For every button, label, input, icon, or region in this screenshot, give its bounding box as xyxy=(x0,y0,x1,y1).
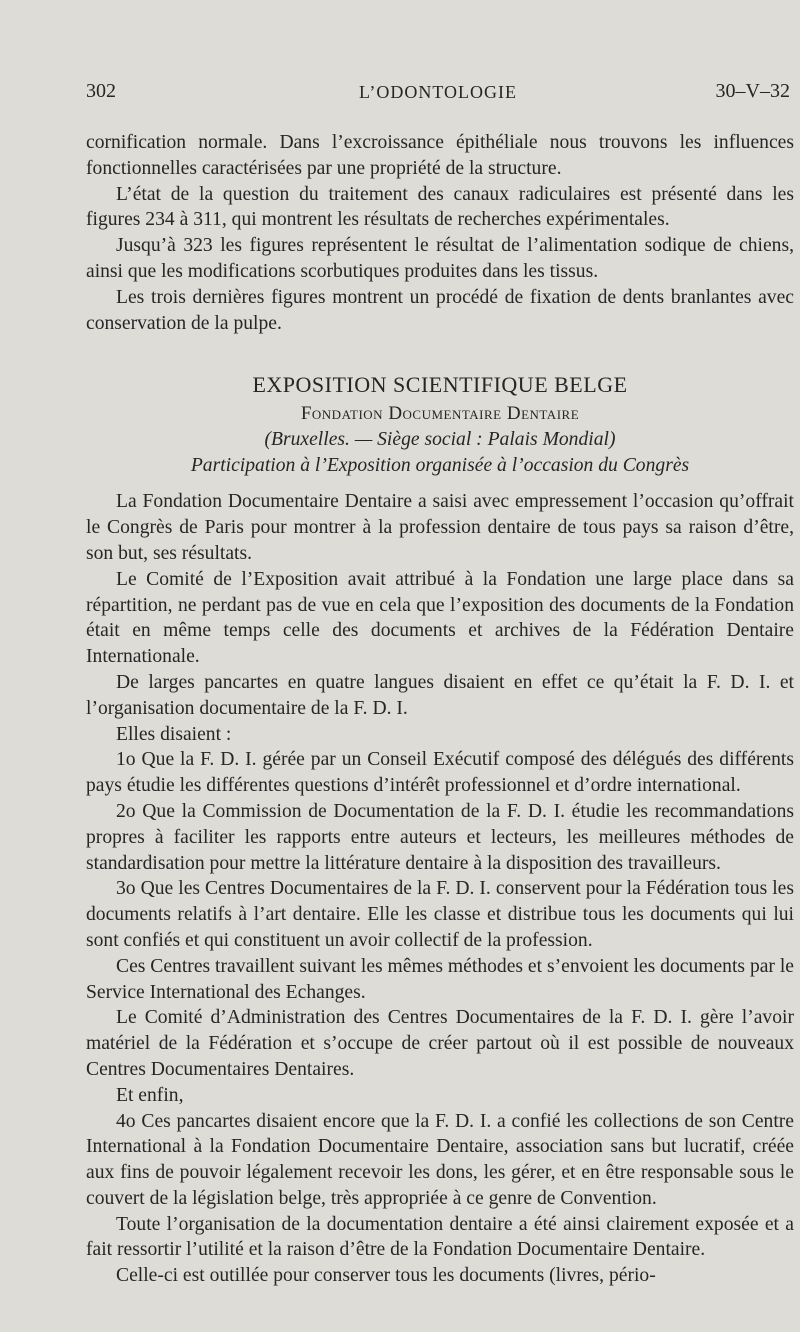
paragraph: L’état de la question du traitement des canaux radiculaires est présenté dans les figures 234 à 311, qui montrent les résultats de recherches expérimentales. xyxy=(86,183,794,231)
paragraph: 4o Ces pancartes disaient encore que la F. D. I. a confié les collections de son Centre International à la Fondation Documentaire Dentaire, association sans but lucratif, créée aux fins de pouvoir légalement recevoir les dons, les gérer, et en être responsable sous le couvert de la législation belge, très appropriée à ce genre de Convention. xyxy=(86,1110,794,1209)
section-location: (Bruxelles. — Siège social : Palais Mondial) xyxy=(264,429,616,451)
section-subtitle: Fondation Documentaire Dentaire xyxy=(300,403,580,425)
page-number: 302 xyxy=(86,80,116,102)
paragraph: Elles disaient : xyxy=(116,723,232,745)
section-heading xyxy=(86,371,794,479)
paragraph: Celle-ci est outillée pour conserver tous les documents (livres, pério- xyxy=(116,1265,656,1287)
paragraph: cornification normale. Dans l’excroissance épithéliale nous trouvons les influences fonctionnelles caractérisées par une propriété de la structure. xyxy=(86,132,794,179)
paragraph: 1o Que la F. D. I. gérée par un Conseil Exécutif composé des délégués des différents pays étudie les différentes questions d’intérêt professionnel et d’ordre international. xyxy=(86,749,794,797)
paragraph: Toute l’organisation de la documentation dentaire a été ainsi clairement exposée et a fait ressortir l’utilité et la raison d’être de la Fondation Documentaire Dentaire. xyxy=(86,1213,794,1261)
section-participation: Participation à l’Exposition organisée à l’occasion du Congrès xyxy=(190,455,690,477)
issue-date: 30–V–32 xyxy=(715,80,790,102)
paragraph: La Fondation Documentaire Dentaire a saisi avec empressement l’occasion qu’offrait le Congrès de Paris pour montrer à la profession dentaire de tous pays sa raison d’être, son but, ses résultats. xyxy=(86,491,794,564)
paragraph: 3o Que les Centres Documentaires de la F. D. I. conservent pour la Fédération tous les documents relatifs à l’art dentaire. Elle les classe et distribue tous les documents qui lui sont confiés et qui constituent un avoir collectif de la profession. xyxy=(86,878,794,951)
paragraph: Et enfin, xyxy=(116,1084,184,1106)
paragraph: Le Comité d’Administration des Centres Documentaires de la F. D. I. gère l’avoir matériel de la Fédération et s’occupe de créer partout où il est possible de nouveaux Centres Documentaires Dentaires. xyxy=(86,1007,794,1080)
page-header xyxy=(86,80,790,110)
running-title: L’ODONTOLOGIE xyxy=(359,82,517,102)
section-title: EXPOSITION SCIENTIFIQUE BELGE xyxy=(252,372,628,398)
paragraph: Ces Centres travaillent suivant les mêmes méthodes et s’envoient les documents par le Service International des Echanges. xyxy=(86,955,794,1003)
paragraph: 2o Que la Commission de Documentation de la F. D. I. étudie les recommandations propres à faciliter les rapports entre auteurs et lecteurs, les meilleures méthodes de standardisation pour mettre la littérature dentaire à la disposition des travailleurs. xyxy=(86,800,794,874)
paragraph: De larges pancartes en quatre langues disaient en effet ce qu’était la F. D. I. et l’organisation documentaire de la F. D. I. xyxy=(86,671,794,719)
paragraph: Jusqu’à 323 les figures représentent le résultat de l’alimentation sodique de chiens, ainsi que les modifications scorbutiques produites dans les tissus. xyxy=(86,235,794,282)
paragraph: Les trois dernières figures montrent un procédé de fixation de dents branlantes avec conservation de la pulpe. xyxy=(86,286,794,334)
body-text xyxy=(86,130,794,1289)
paragraph: Le Comité de l’Exposition avait attribué à la Fondation une large place dans sa répartition, ne perdant pas de vue en cela que l’exposition des documents de la Fondation était en même temps celle des documents et archives de la Fédération Dentaire Internationale. xyxy=(86,568,794,668)
